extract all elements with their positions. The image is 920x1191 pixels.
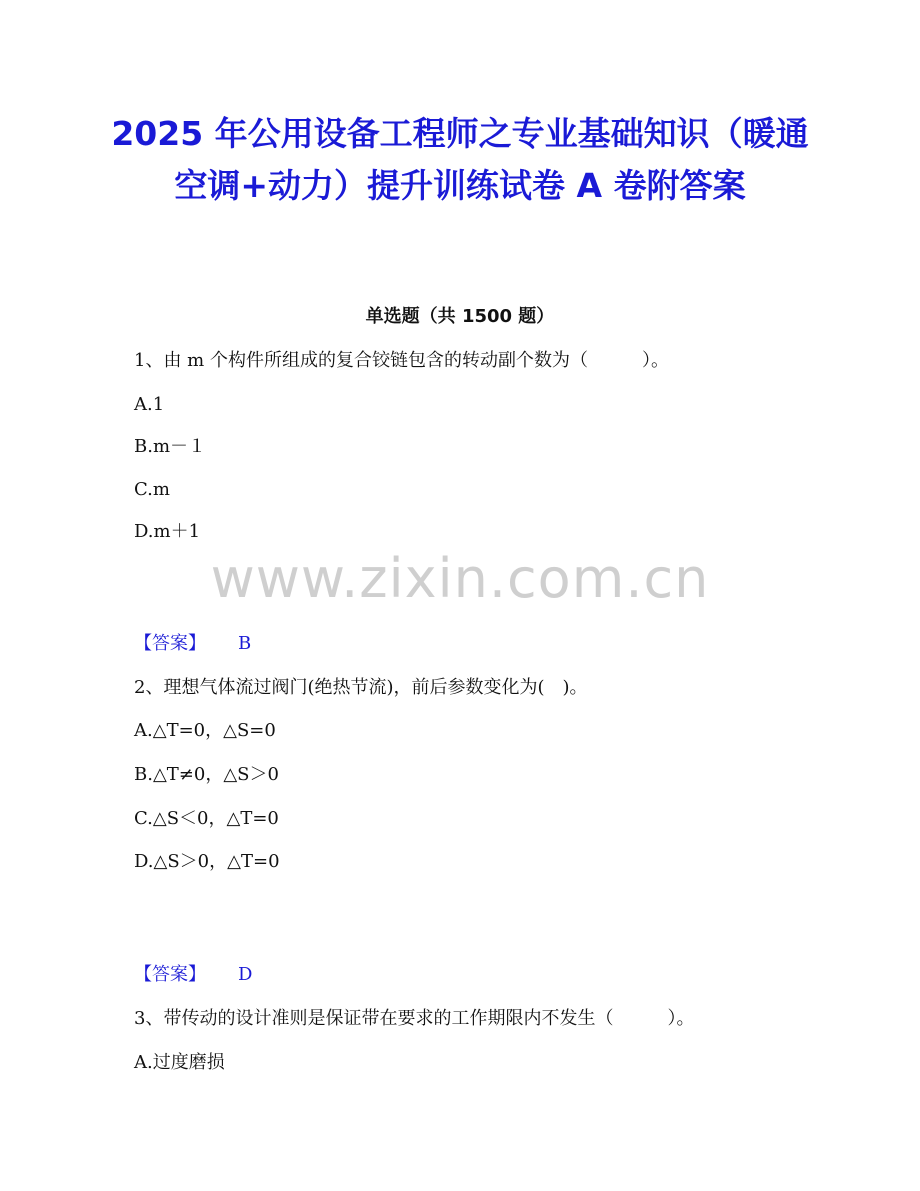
question-2-stem: 2、理想气体流过阀门(绝热节流)，前后参数变化为( )。 bbox=[134, 677, 588, 698]
question-1-option-d: D.m＋1 bbox=[134, 521, 201, 542]
question-1-option-a: A.1 bbox=[134, 394, 165, 415]
watermark: www.zixin.com.cn bbox=[210, 547, 710, 610]
question-3-option-a: A.过度磨损 bbox=[134, 1052, 225, 1073]
question-1-stem: 1、由 m 个构件所组成的复合铰链包含的转动副个数为（ ）。 bbox=[134, 350, 669, 371]
answer-value: B bbox=[238, 633, 252, 654]
question-2-answer bbox=[134, 961, 252, 989]
answer-label: 【答案】 bbox=[134, 633, 206, 654]
question-1-option-b: B.m－１ bbox=[134, 436, 207, 457]
section-heading: 单选题（共 1500 题） bbox=[365, 306, 555, 327]
document-title: 2025 年公用设备工程师之专业基础知识（暖通空调+动力）提升训练试卷 A 卷附答案 bbox=[111, 114, 809, 205]
question-2-option-c: C.△S＜0，△T=0 bbox=[134, 808, 279, 829]
answer-value: D bbox=[238, 964, 253, 985]
question-2-option-b: B.△T≠0，△S＞0 bbox=[134, 764, 279, 785]
question-2-option-d: D.△S＞0，△T=0 bbox=[134, 851, 280, 872]
question-3-stem: 3、带传动的设计准则是保证带在要求的工作期限内不发生（ ）。 bbox=[134, 1008, 695, 1029]
answer-label: 【答案】 bbox=[134, 964, 206, 985]
question-2-option-a: A.△T=0，△S=0 bbox=[134, 720, 276, 741]
question-1-option-c: C.m bbox=[134, 479, 170, 500]
question-1-answer bbox=[134, 630, 251, 658]
